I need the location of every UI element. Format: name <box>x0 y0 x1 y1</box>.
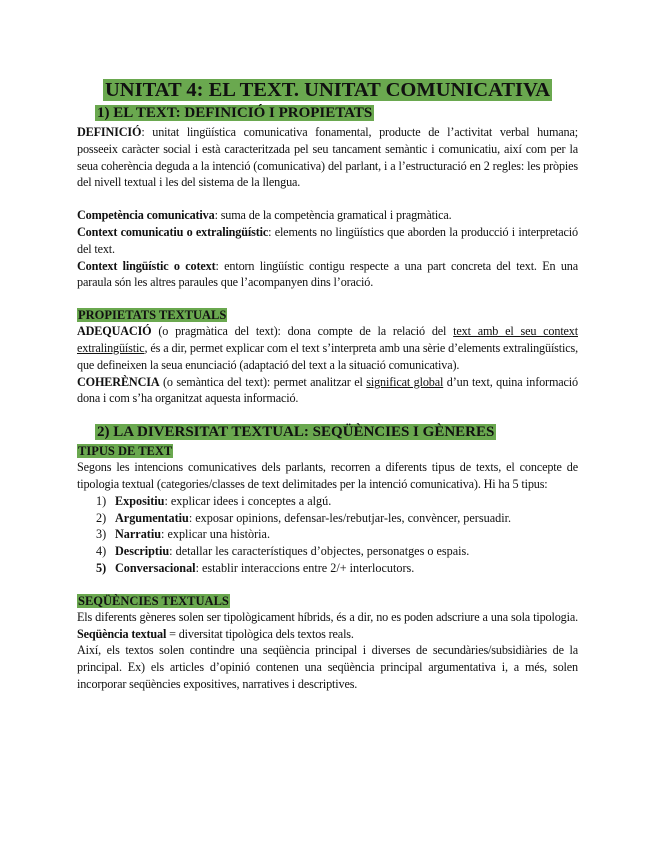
adequacio-term: ADEQUACIÓ <box>77 324 152 339</box>
list-item-term: Conversacional <box>115 560 196 575</box>
sequencies-paragraph-1 <box>77 609 578 643</box>
list-item <box>77 526 578 543</box>
tipus-list <box>77 493 578 577</box>
list-item-number: 3) <box>96 527 107 542</box>
list-item-number: 2) <box>96 510 107 525</box>
coherencia-term: COHERÈNCIA <box>77 374 160 389</box>
list-item-term: Descriptiu <box>115 544 170 559</box>
list-item-text: : explicar idees i conceptes a algú. <box>164 493 332 508</box>
document-content <box>77 78 578 693</box>
coherencia-pre: (o semàntica del text): permet analitzar el <box>159 374 367 389</box>
competencia-term: Competència comunicativa <box>77 208 215 223</box>
propietats-heading <box>77 307 578 323</box>
page-title <box>77 78 578 102</box>
list-item-number: 5) <box>96 560 107 575</box>
adequacio-paragraph <box>77 323 578 373</box>
context-extra-paragraph <box>77 224 578 258</box>
competencia-paragraph <box>77 207 578 224</box>
context-ling-term: Context lingüístic o cotext <box>77 258 216 273</box>
list-item-text: : establir interaccions entre 2/+ interlocutors. <box>195 560 415 575</box>
list-item <box>77 543 578 560</box>
seq-p1-term: Seqüència textual <box>77 626 167 641</box>
list-item-term: Argumentatiu <box>115 510 189 525</box>
list-item-term: Narratiu <box>115 527 162 542</box>
coherencia-post: d’un text, quina informació dona i com s’ha organitzat aquesta informació. <box>77 374 578 406</box>
context-ling-text: : entorn lingüístic contigu respecte a una part concreta del text. En una paraula són les altres paraules que l’acompanyen dins l’oració. <box>77 258 578 290</box>
list-item-number: 4) <box>96 544 107 559</box>
list-item-number: 1) <box>96 493 107 508</box>
tipus-heading <box>77 443 578 459</box>
section-2-heading-text: 2) LA DIVERSITAT TEXTUAL: SEQÜÈNCIES I GÈNERES <box>97 424 495 441</box>
context-extra-text: : elements no lingüístics que aborden la producció i interpretació del text. <box>77 224 578 256</box>
context-ling-paragraph <box>77 258 578 292</box>
definicio-text: : unitat lingüística comunicativa fonamental, producte de l’activitat verbal humana; posseeix caràcter social i està caracteritzada pel seu tancament semàntic i comunicatiu, així com per la seua coherència deguda a la intenció (comunicativa) del parlant, i a l’estructuració en 2 regles: les pròpies del nivell textual i les del sistema de la llengua. <box>77 125 578 190</box>
sequencies-heading-text: SEQÜÈNCIES TEXTUALS <box>78 593 229 608</box>
list-item <box>77 493 578 510</box>
adequacio-post: , és a dir, permet explicar com el text s’interpreta amb una sèrie d’elements extralingüístics, que defineixen la seua enunciació (adaptació del text a la situació comunicativa). <box>77 340 578 372</box>
coherencia-underlined: significat global <box>366 374 444 389</box>
seq-p1-post: = diversitat tipològica dels textos reals. <box>166 626 354 641</box>
sequencies-paragraph-2: Així, els textos solen contindre una seqüència principal i diverses de secundàries/subsidiàries de la principal. Ex) els articles d’opinió contenen una seqüència principal argumentativa i, a més, solen incorporar seqüències expositives, narratives i descriptives. <box>77 643 578 691</box>
list-item-text: : detallar les característiques d’objectes, personatges o espais. <box>169 544 470 559</box>
section-1-heading-text: 1) EL TEXT: DEFINICIÓ I PROPIETATS <box>97 105 373 121</box>
tipus-intro: Segons les intencions comunicatives dels parlants, recorren a diferents tipus de texts, el concepte de tipologia textual (categories/classes de text delimitades per la intenció comunicativa). Hi ha 5 tipus: <box>77 460 578 491</box>
context-extra-term: Context comunicatiu o extralingüístic <box>77 224 269 239</box>
seq-p1-pre: Els diferents gèneres solen ser tipològicament híbrids, és a dir, no es poden adscriure a una sola tipologia. <box>77 609 578 624</box>
list-item <box>77 560 578 577</box>
propietats-heading-text: PROPIETATS TEXTUALS <box>78 308 227 323</box>
adequacio-underlined: text amb el seu context extralingüístic <box>77 324 578 355</box>
section-1-heading <box>95 104 578 122</box>
definicio-paragraph <box>77 124 578 191</box>
list-item-text: : exposar opinions, defensar-les/rebutjar-les, convèncer, persuadir. <box>188 510 512 525</box>
list-item-term: Expositiu <box>115 493 165 508</box>
coherencia-paragraph <box>77 374 578 408</box>
definicio-term: DEFINICIÓ <box>77 125 142 139</box>
section-2-heading <box>95 423 578 441</box>
page-title-text: UNITAT 4: EL TEXT. UNITAT COMUNICATIVA <box>104 79 550 101</box>
list-item-text: : explicar una història. <box>161 527 271 542</box>
adequacio-pre: (o pragmàtica del text): dona compte de la relació del <box>151 324 454 339</box>
competencia-text: : suma de la competència gramatical i pragmàtica. <box>214 208 452 223</box>
tipus-heading-text: TIPUS DE TEXT <box>78 444 173 459</box>
list-item <box>77 510 578 527</box>
sequencies-heading <box>77 593 578 609</box>
